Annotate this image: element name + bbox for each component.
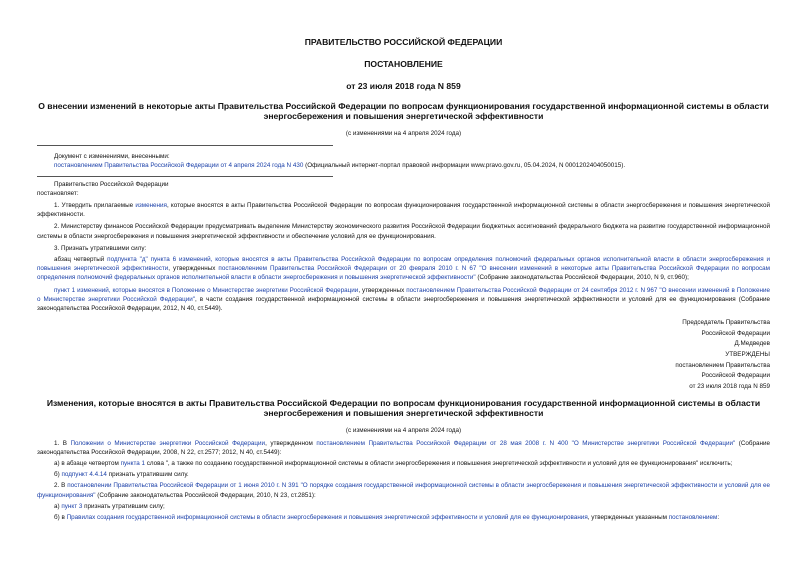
item-3b-link-2[interactable]: постановлением Правительства Российской Федерации от 24 сентября 2012 г. N 967 "О внесении изменений в Положение о Министерстве энергетики Российской Федерации" [37, 286, 771, 303]
annex-item-2-text-b: (Собрание законодательства Российской Федерации, 2010, N 23, ст.2851): [95, 491, 316, 499]
annex-item-1b-link[interactable]: подпункт 4.4.14 [61, 471, 107, 479]
document-type: ПОСТАНОВЛЕНИЕ [364, 59, 443, 69]
annex-item-1b-text-b: признать утратившим силу. [106, 471, 189, 479]
document-page [37, 0, 770, 522]
signature-line-1: Председатель Правительства [682, 319, 770, 327]
government-heading: ПРАВИТЕЛЬСТВО РОССИЙСКОЙ ФЕДЕРАЦИИ [304, 37, 503, 47]
item-1-link[interactable]: изменения [135, 202, 167, 210]
annex-item-1a-text-a: а) в абзаце четвертом [54, 460, 121, 468]
document-title: О внесении изменений в некоторые акты Правительства Российской Федерации по вопросам функционирования государственной информационной системы в области энергосбережения и повышения энергетической эффективности [38, 101, 769, 121]
annex-item-2b-text-c: : [717, 514, 720, 522]
annex-item-2a [37, 502, 770, 511]
annex-title: Изменения, которые вносятся в акты Правительства Российской Федерации по вопросам функционирования государственной информационной системы в области энергосбережения и повышения энергетической эффективности [46, 398, 761, 419]
annex-item-1a-link[interactable]: пункта 1 [120, 460, 146, 468]
annex-item-1-text-b: , утвержденном [265, 439, 317, 447]
revision-note: (с изменениями на 4 апреля 2024 года) [345, 130, 462, 137]
changes-intro: Документ с изменениями, внесенными: [54, 153, 170, 161]
annex-item-1-link[interactable]: Положении о Министерстве энергетики Российской Федерации [70, 439, 266, 447]
signature-line-3: Д.Медведев [734, 340, 770, 348]
annex-item-1a [37, 459, 770, 468]
approved-line-2: постановлением Правительства [675, 361, 770, 369]
annex-item-2-text-a: 2. В [54, 482, 68, 490]
item-3a-text-a: абзац четвертый [54, 256, 108, 264]
annex-revision: (с изменениями на 4 апреля 2024 года) [345, 427, 462, 435]
approved-line-4: от 23 июля 2018 года N 859 [689, 382, 770, 390]
amendment-link[interactable]: постановлением Правительства Российской Федерации от 4 апреля 2024 года N 430 [54, 162, 304, 170]
annex-item-2b-text-a: б) в [54, 514, 67, 522]
signature-block [37, 318, 770, 392]
annex-item-1-text-c: (Собрание законодательства Российской Федерации, 2008, N 22, ст.2577; 2012, N 40, ст.5449): [37, 439, 771, 456]
approved-line-1: УТВЕРЖДЕНЫ [725, 351, 770, 359]
item-1-text-a: 1. Утвердить прилагаемые [54, 202, 136, 210]
changes-box [37, 152, 770, 170]
item-3b-text-b: , в части создания государственной информационной системы в области энергосбережения и повышения энергетической эффективности и условий для ее функционирования (Собрание законодательства Российской Федерации, 2012, N 40, ст.5449). [37, 295, 771, 313]
item-1 [37, 201, 770, 219]
annex-item-2b-text-b: , утвержденных указанным [587, 514, 669, 522]
item-3b [37, 286, 770, 314]
annex-item-2b-link[interactable]: Правилах создания государственной информационной системы в области энергосбережения и повышения энергетической эффективности и условий для ее функционирования [66, 514, 588, 522]
annex-item-2a-text-a: а) [54, 502, 62, 510]
changes-tail: (Официальный интернет-портал правовой информации www.pravo.gov.ru, 05.04.2024, N 0001202404050015). [303, 162, 626, 170]
item-3a-link-2[interactable]: постановлением Правительства Российской Федерации от 20 февраля 2010 г. N 67 "О внесении изменений в некоторые акты Правительства Российской Федерации по вопросам определения полномочий федеральных органов исполнительной власти в области энергосбережения и повышения энергетической эффективности" [37, 265, 771, 282]
signature-line-2: Российской Федерации [701, 329, 770, 337]
item-3: 3. Признать утратившими силу: [54, 244, 147, 252]
annex-item-1b-text-a: б) [54, 471, 62, 479]
divider-bottom [37, 176, 333, 177]
annex-item-1a-text-b: слова ", а также по созданию государственной информационной системы в области энергосбережения и повышения энергетической эффективности и условий для ее функционирования" исключить; [145, 460, 733, 468]
annex-item-2 [37, 481, 770, 499]
preamble-line-1: Правительство Российской Федерации [54, 180, 169, 188]
preamble [37, 180, 770, 198]
divider-top [37, 145, 333, 146]
item-3b-link[interactable]: пункт 1 изменений, которые вносятся в Положение о Министерстве энергетики Российской Федерации [54, 286, 359, 294]
annex-item-1-text-a: 1. В [54, 439, 71, 447]
item-3b-text-a: , утвержденных [358, 286, 407, 294]
item-3a-link[interactable]: подпункта "д" пункта 6 изменений, которые вносятся в акты Правительства Российской Федерации по вопросам определения полномочий федеральных органов исполнительной власти в области энергосбережения и повышения энергетической эффективности [37, 256, 770, 273]
item-3a-text-b: , утвержденных [168, 265, 219, 273]
item-1-text-b: , которые вносятся в акты Правительства Российской Федерации по вопросам функционирования государственной информационной системы в области энергосбережения и повышения энергетической эффективности. [37, 202, 771, 219]
item-3a-text-c: (Собрание законодательства Российской Федерации, 2010, N 9, ст.960); [475, 274, 689, 282]
annex-item-1b [37, 470, 770, 479]
annex-item-2-link[interactable]: постановлении Правительства Российской Федерации от 1 июня 2010 г. N 391 "О порядке создания государственной информационной системы в области энергосбережения и повышения энергетической эффективности и условий для ее функционирования" [37, 482, 770, 499]
item-2: 2. Министерству финансов Российской Федерации предусматривать выделение Министерству экономического развития Российской Федерации бюджетных ассигнований федерального бюджета на развитие государственной информационной системы в области энергосбережения и повышения энергетической эффективности и обеспечение условий для ее функционирования. [37, 223, 770, 240]
annex-item-2a-text-b: признать утратившим силу; [82, 502, 165, 510]
item-3a [37, 255, 770, 283]
annex-item-2b-link-2[interactable]: постановлением [668, 514, 718, 522]
annex-item-2a-link[interactable]: пункт 3 [61, 502, 83, 510]
approved-line-3: Российской Федерации [701, 372, 770, 380]
annex-item-1 [37, 439, 770, 457]
annex-item-2b [37, 513, 770, 522]
changes-line [54, 161, 770, 170]
preamble-line-2: постановляет: [37, 189, 79, 197]
annex-item-1-link-2[interactable]: постановлением Правительства Российской Федерации от 28 мая 2008 г. N 400 "О Министерстве энергетики Российской Федерации" [316, 439, 736, 447]
document-date: от 23 июля 2018 года N 859 [346, 81, 461, 91]
